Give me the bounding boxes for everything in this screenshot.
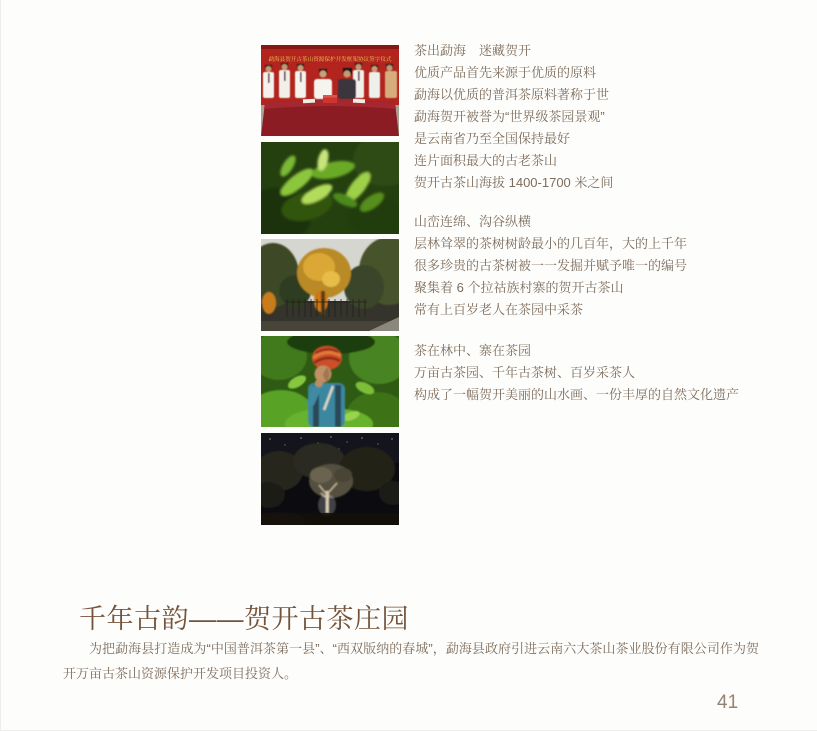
intro-line: 层林耸翠的茶树树龄最小的几百年，大的上千年	[414, 236, 688, 251]
intro-text-column	[414, 40, 784, 406]
intro-line: 茶出勐海 迷藏贺开	[414, 43, 532, 58]
tea-picker-illustration	[261, 336, 399, 427]
intro-line: 构成了一幅贺开美丽的山水画、一份丰厚的自然文化遗产	[414, 387, 740, 402]
intro-line: 勐海贺开被誉为“世界级茶园景观”	[414, 109, 605, 124]
intro-line: 很多珍贵的古茶树被一一发掘并赋予唯一的编号	[414, 258, 688, 273]
photo-night-tea-tree	[261, 433, 399, 525]
intro-line: 万亩古茶园、千年古茶树、百岁采茶人	[414, 365, 636, 380]
intro-line: 贺开古茶山海拔 1400-1700 米之间	[414, 175, 614, 190]
photo-golden-tea-tree	[261, 239, 399, 331]
intro-block-1	[414, 40, 784, 194]
signing-ceremony-illustration	[261, 45, 399, 136]
photo-tea-leaves	[261, 142, 399, 234]
banner-text: 勐海县贺开古茶山资源保护开发框架协议签字仪式	[268, 57, 392, 63]
intro-block-3	[414, 340, 784, 406]
section-title: 千年古韵——贺开古茶庄园	[79, 604, 409, 634]
page-number: 41	[717, 692, 739, 713]
intro-line: 勐海以优质的普洱茶原料著称于世	[414, 87, 610, 102]
photo-signing-ceremony	[261, 45, 399, 136]
section-paragraph: 为把勐海县打造成为“中国普洱茶第一县”、“西双版纳的春城”，勐海县政府引进云南六大茶山茶业股份有限公司作为贺开万亩古茶山资源保护开发项目投资人。	[63, 641, 759, 681]
intro-line: 聚集着 6 个拉祜族村寨的贺开古茶山	[414, 280, 624, 295]
intro-line: 常有上百岁老人在茶园中采茶	[414, 302, 584, 317]
intro-block-2	[414, 211, 784, 321]
golden-tree-illustration	[261, 239, 399, 331]
tea-leaves-illustration	[261, 142, 399, 234]
intro-line: 优质产品首先来源于优质的原料	[414, 65, 597, 80]
intro-line: 山峦连绵、沟谷纵横	[414, 214, 532, 229]
night-tree-illustration	[261, 433, 399, 525]
photo-tea-picker	[261, 336, 399, 427]
intro-line: 茶在林中、寨在茶园	[414, 343, 532, 358]
intro-line: 连片面积最大的古老茶山	[414, 153, 558, 168]
intro-line: 是云南省乃至全国保持最好	[414, 131, 571, 146]
